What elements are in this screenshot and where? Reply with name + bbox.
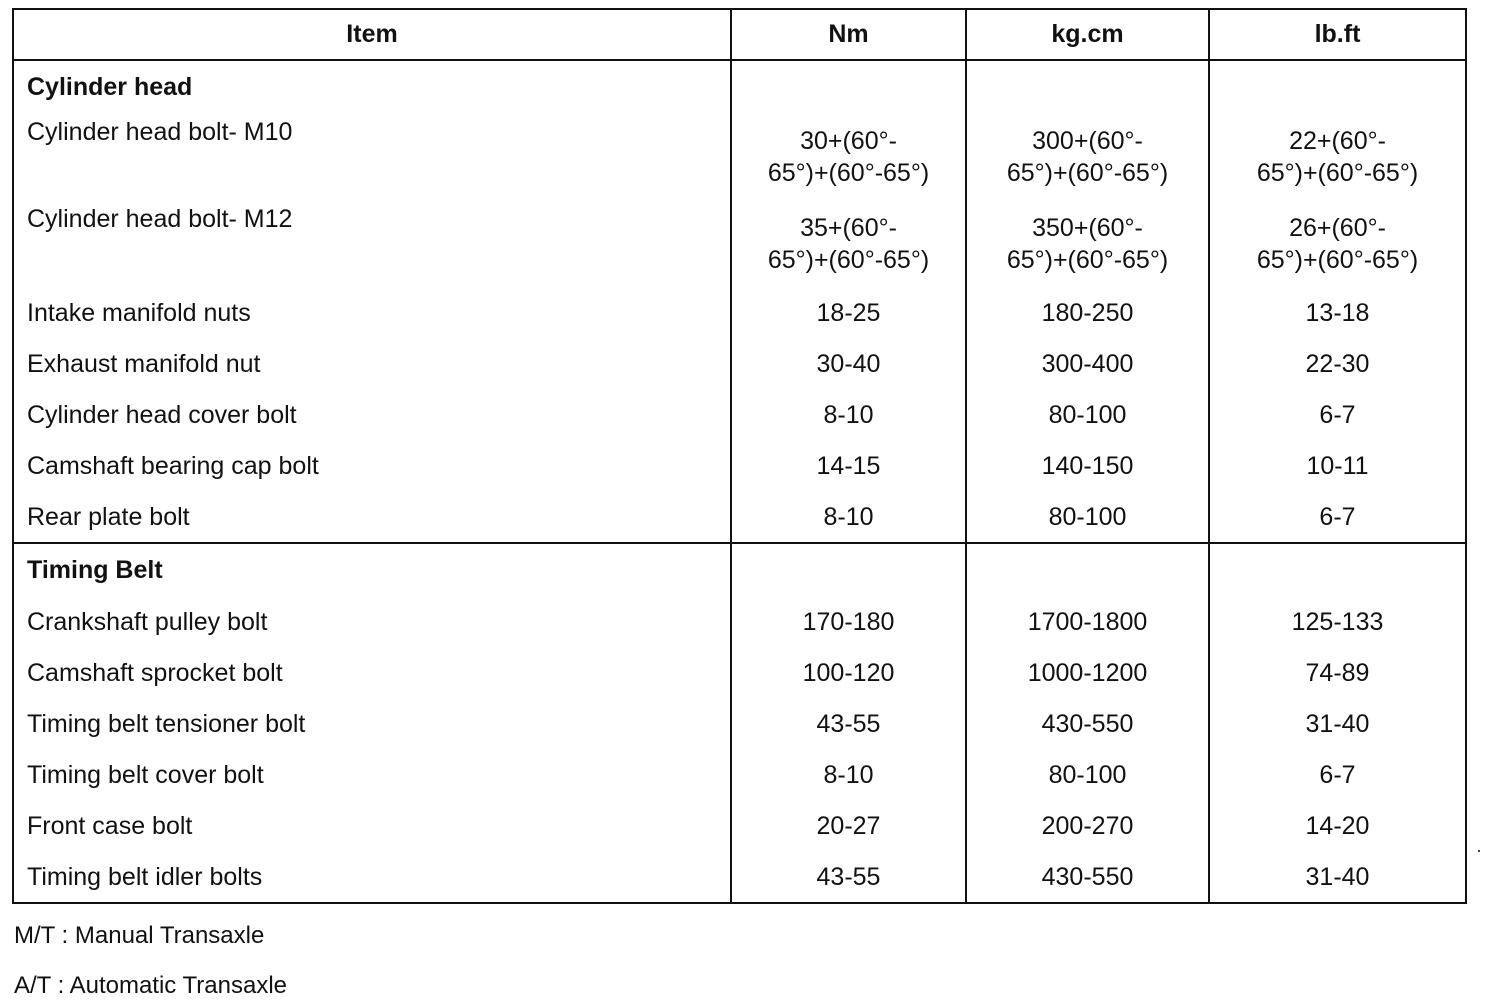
table-row [13,749,1466,800]
table-row [13,338,1466,389]
cell-kgcm: 140-150 [966,440,1209,491]
torque-spec-table [12,8,1467,904]
cell-kgcm: 80-100 [966,491,1209,543]
cell-kgcm: 430-550 [966,698,1209,749]
cell-item: Cylinder head bolt- M12 [27,205,293,233]
cell-nm: 18-25 [731,287,966,338]
cell-nm: 170-180 [731,596,966,647]
cell-lbft: 22-30 [1209,338,1466,389]
cell-item: Cylinder head bolt- M10 [27,118,293,146]
header-kgcm: kg.cm [966,9,1209,60]
note-manual-transaxle: M/T : Manual Transaxle [14,922,265,949]
note-automatic-transaxle: A/T : Automatic Transaxle [14,972,288,999]
cell-lbft: 31-40 [1209,851,1466,903]
cell-item: Camshaft sprocket bolt [27,658,283,687]
table-row [13,200,1466,287]
cell-nm: 8-10 [731,749,966,800]
cell-nm: 14-15 [731,440,966,491]
cell-nm: 43-55 [731,698,966,749]
cell-nm: 43-55 [731,851,966,903]
cell-nm: 30+(60°- 65°)+(60°-65°) [731,113,966,200]
cell-lbft: 125-133 [1209,596,1466,647]
cell-item: Cylinder head cover bolt [27,400,297,429]
cell-nm: 8-10 [731,491,966,543]
cell-kgcm: 1700-1800 [966,596,1209,647]
cell-lbft: 10-11 [1209,440,1466,491]
cell-item: Timing belt tensioner bolt [27,709,306,738]
table-body [13,60,1466,903]
cell-lbft: 31-40 [1209,698,1466,749]
cell-kgcm: 430-550 [966,851,1209,903]
cell-item: Crankshaft pulley bolt [27,607,268,636]
table-row [13,851,1466,903]
header-row [13,9,1466,60]
empty-cell [731,60,966,113]
cell-nm: 8-10 [731,389,966,440]
empty-cell [1209,60,1466,113]
cell-item: Timing belt idler bolts [27,862,263,891]
cell-kgcm: 300-400 [966,338,1209,389]
table-row [13,491,1466,543]
cell-lbft: 14-20 [1209,800,1466,851]
section-row [13,60,1466,113]
cell-item: Exhaust manifold nut [27,349,261,378]
cell-kgcm: 350+(60°- 65°)+(60°-65°) [966,200,1209,287]
table-row [13,287,1466,338]
cell-item: Intake manifold nuts [27,298,251,327]
cell-nm: 30-40 [731,338,966,389]
header-nm: Nm [731,9,966,60]
cell-lbft: 13-18 [1209,287,1466,338]
cell-nm: 20-27 [731,800,966,851]
cell-nm: 100-120 [731,647,966,698]
table-row [13,698,1466,749]
table-row [13,440,1466,491]
cell-nm: 35+(60°- 65°)+(60°-65°) [731,200,966,287]
header-item: Item [13,9,731,60]
cell-kgcm: 1000-1200 [966,647,1209,698]
cell-kgcm: 300+(60°- 65°)+(60°-65°) [966,113,1209,200]
cell-lbft: 6-7 [1209,491,1466,543]
cell-item: Front case bolt [27,811,193,840]
cell-kgcm: 180-250 [966,287,1209,338]
cell-kgcm: 200-270 [966,800,1209,851]
cell-item: Timing belt cover bolt [27,760,264,789]
cell-lbft: 22+(60°- 65°)+(60°-65°) [1209,113,1466,200]
empty-cell [966,543,1209,596]
cell-item: Camshaft bearing cap bolt [27,451,319,480]
cell-lbft: 74-89 [1209,647,1466,698]
section-row [13,543,1466,596]
table-row [13,113,1466,200]
table-row [13,647,1466,698]
table-row [13,800,1466,851]
empty-cell [1209,543,1466,596]
cell-item: Rear plate bolt [27,502,190,531]
header-lbft: lb.ft [1209,9,1466,60]
table-row [13,596,1466,647]
section-title: Cylinder head [27,73,193,101]
empty-cell [966,60,1209,113]
cell-lbft: 6-7 [1209,389,1466,440]
cell-kgcm: 80-100 [966,389,1209,440]
cell-lbft: 6-7 [1209,749,1466,800]
cell-lbft: 26+(60°- 65°)+(60°-65°) [1209,200,1466,287]
section-title: Timing Belt [13,543,731,596]
cell-kgcm: 80-100 [966,749,1209,800]
scan-speck [1478,850,1480,852]
table-row [13,389,1466,440]
empty-cell [731,543,966,596]
